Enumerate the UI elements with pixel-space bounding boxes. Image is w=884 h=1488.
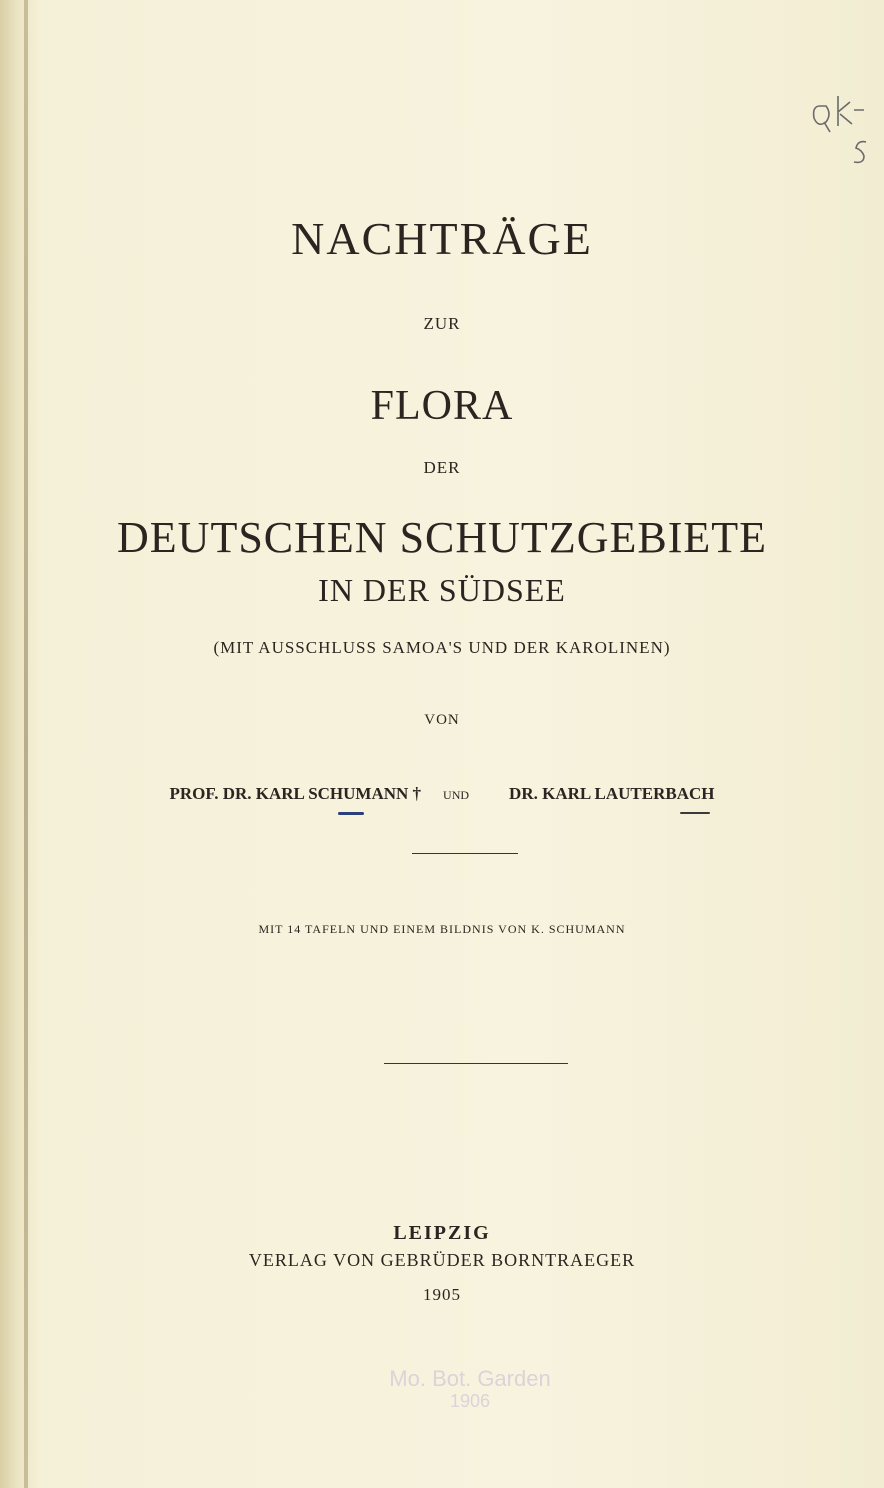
connector-der: DER <box>423 458 461 477</box>
divider-rule-2 <box>384 1063 568 1064</box>
ink-mark-2 <box>680 812 710 814</box>
divider-rule-1 <box>412 853 518 854</box>
connector-von: VON <box>424 712 460 728</box>
imprint-city: LEIPZIG <box>393 1222 491 1244</box>
ink-mark-1 <box>338 812 364 815</box>
imprint-year: 1905 <box>423 1285 461 1304</box>
title-flora: FLORA <box>370 383 514 429</box>
title-main: DEUTSCHEN SCHUTZGEBIETE <box>117 513 767 562</box>
authors-line <box>0 784 884 804</box>
stamp-line-1: Mo. Bot. Garden <box>389 1366 551 1391</box>
imprint-publisher: VERLAG VON GEBRÜDER BORNTRAEGER <box>248 1250 636 1270</box>
connector-und: UND <box>443 788 470 802</box>
stamp-line-2: 1906 <box>449 1391 491 1411</box>
book-title: NACHTRÄGE <box>291 213 593 264</box>
title-subtitle: IN DER SÜDSEE <box>318 572 566 608</box>
title-note: (MIT AUSSCHLUSS SAMOA'S UND DER KAROLINEN) <box>213 638 671 657</box>
pencil-annotation <box>808 86 884 186</box>
author-schumann: PROF. DR. KARL SCHUMANN † <box>169 784 422 803</box>
connector-zur: ZUR <box>423 314 461 333</box>
library-stamp <box>360 1368 580 1420</box>
author-lauterbach: DR. KARL LAUTERBACH <box>509 784 715 803</box>
plates-line: MIT 14 TAFELN UND EINEM BILDNIS VON K. SCHUMANN <box>258 922 626 936</box>
